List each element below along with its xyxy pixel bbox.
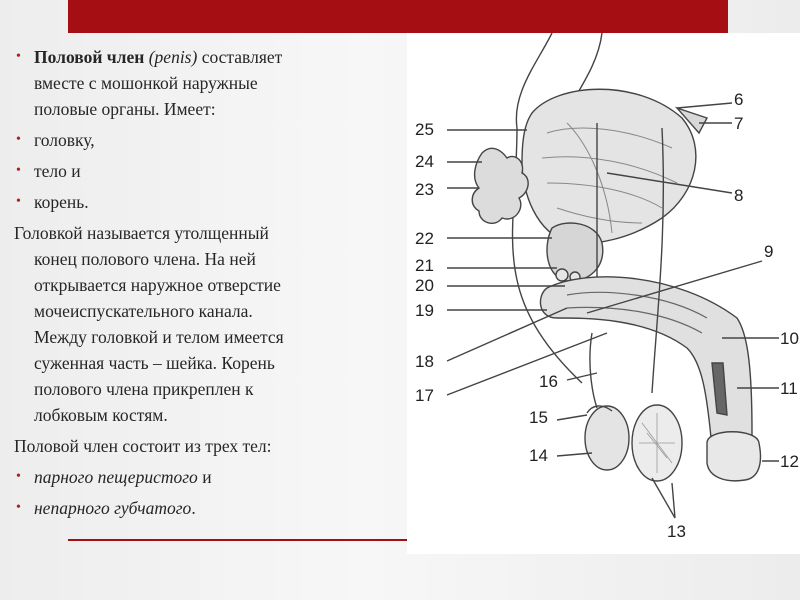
bullet-head-text: головку,: [34, 130, 95, 150]
bullet-dot-icon: •: [16, 500, 21, 515]
label-10: 10: [780, 329, 799, 348]
title-accent-bar: [68, 0, 728, 33]
label-12: 12: [780, 452, 799, 471]
label-21: 21: [415, 256, 434, 275]
bullet-root-text: корень.: [34, 192, 89, 212]
label-20: 20: [415, 276, 434, 295]
bullet-body: [14, 158, 404, 184]
bullet-root: [14, 189, 404, 215]
paragraph-line: полового члена прикреплен к: [34, 379, 254, 399]
bottom-accent-line: [68, 539, 408, 541]
anatomy-figure: [407, 33, 800, 554]
bullet-dot-icon: •: [16, 194, 21, 209]
bullet-cavernous: [14, 464, 404, 490]
label-8: 8: [734, 186, 744, 205]
paragraph-line: Между головкой и телом имеется: [34, 327, 284, 347]
label-25: 25: [415, 120, 434, 139]
cavernous-term: парного пещеристого: [34, 467, 198, 487]
spongy-term: непарного губчатого: [34, 498, 192, 518]
leader-18: [447, 308, 567, 361]
bullet-head: [14, 127, 404, 153]
testis-left: [585, 406, 629, 470]
label-9: 9: [764, 242, 774, 261]
definition-text-1: составляет: [201, 47, 283, 67]
label-19: 19: [415, 301, 434, 320]
label-11: 11: [780, 379, 798, 398]
paragraph-line: мочеиспускательного канала.: [34, 301, 253, 321]
leader-13: [652, 478, 675, 518]
anatomy-diagram: [407, 33, 800, 554]
label-23: 23: [415, 180, 434, 199]
label-6: 6: [734, 90, 744, 109]
paragraph-structure: [14, 433, 404, 459]
paragraph-line: открывается наружное отверстие: [34, 275, 281, 295]
leader-14: [557, 453, 592, 456]
spongy-rest: .: [191, 498, 196, 518]
seminal-vesicle: [472, 148, 528, 223]
term-latin: (penis): [148, 47, 198, 67]
label-15: 15: [529, 408, 548, 427]
label-17: 17: [415, 386, 434, 405]
bullet-spongy: [14, 495, 404, 521]
label-24: 24: [415, 152, 434, 171]
bullet-dot-icon: •: [16, 163, 21, 178]
structure-intro: Половой член состоит из трех тел:: [14, 436, 272, 456]
paragraph-line: конец полового члена. На ней: [34, 249, 256, 269]
cavernous-rest: и: [197, 467, 212, 487]
paragraph-line: лобковым костям.: [34, 405, 168, 425]
leader-16: [567, 373, 597, 380]
glans: [707, 432, 760, 481]
leader-17: [447, 333, 607, 395]
bulbourethral-gland: [556, 269, 568, 281]
term-penis: Половой член: [34, 47, 145, 67]
bullet-definition: [14, 44, 404, 122]
paragraph-line: Головкой называется утолщенный: [14, 223, 269, 243]
bullet-dot-icon: •: [16, 469, 21, 484]
bullet-dot-icon: •: [16, 49, 21, 64]
slide-text: [14, 44, 404, 521]
label-13: 13: [667, 522, 686, 541]
paragraph-line: суженная часть – шейка. Корень: [34, 353, 275, 373]
label-18: 18: [415, 352, 434, 371]
label-14: 14: [529, 446, 548, 465]
label-22: 22: [415, 229, 434, 248]
bullet-body-text: тело и: [34, 161, 81, 181]
paragraph-head-description: [14, 220, 404, 428]
leader-6: [677, 103, 732, 108]
bullet-dot-icon: •: [16, 132, 21, 147]
leader-15: [557, 415, 587, 420]
definition-text-2: вместе с мошонкой наружные: [34, 73, 258, 93]
definition-text-3: половые органы. Имеет:: [34, 99, 216, 119]
label-16: 16: [539, 372, 558, 391]
label-7: 7: [734, 114, 744, 133]
spermatic-cord-left: [590, 333, 597, 408]
